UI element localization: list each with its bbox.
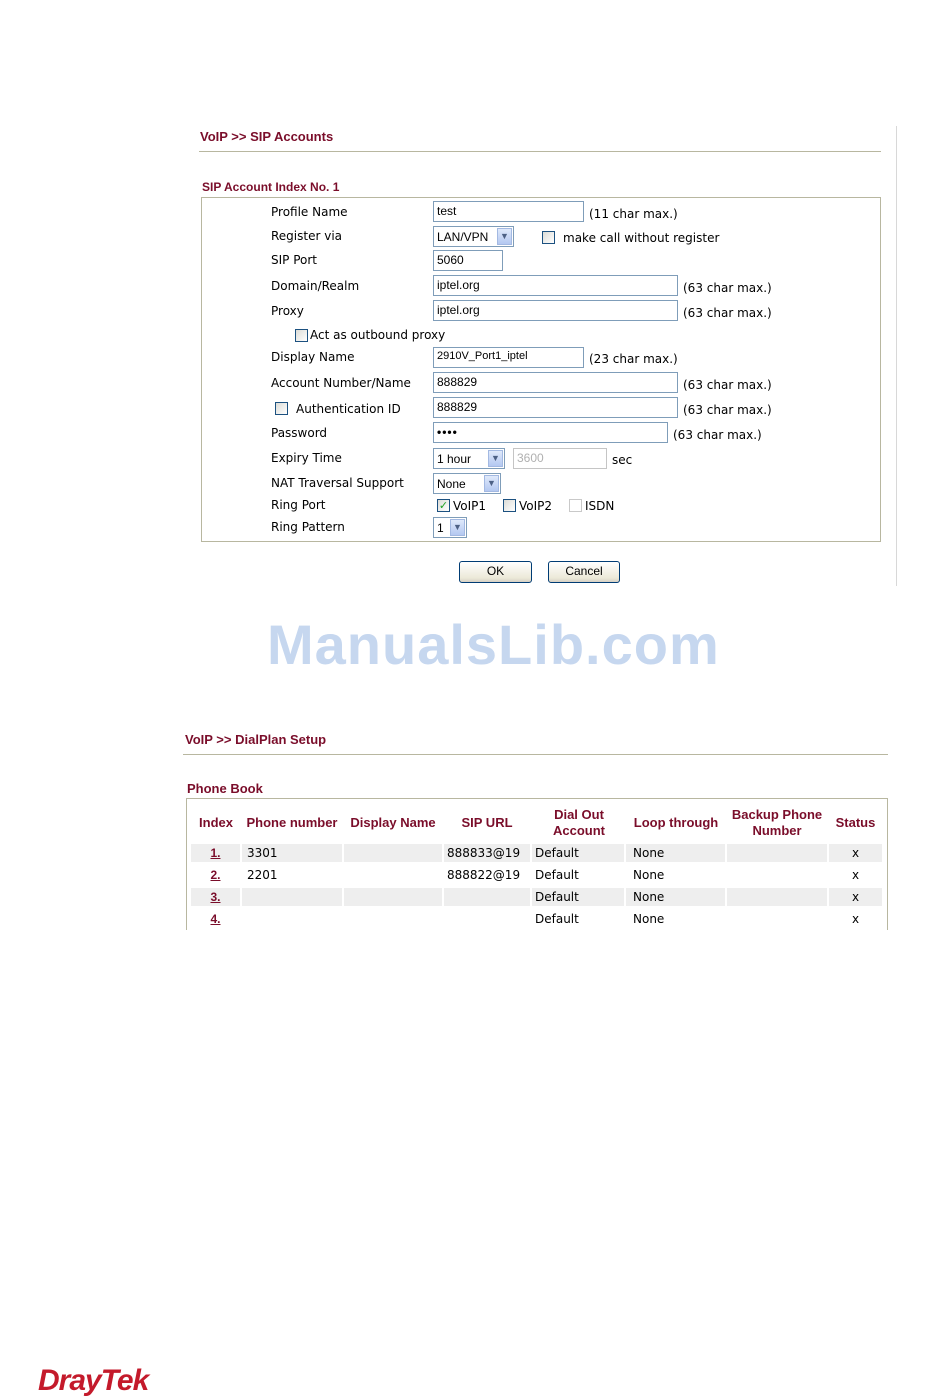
profile-name-hint: (11 char max.) xyxy=(589,207,678,221)
display-name-input[interactable]: 2910V_Port1_iptel xyxy=(433,347,584,368)
row-3-loop-through: None xyxy=(626,888,725,906)
ring-port-voip2-label: VoIP2 xyxy=(519,499,553,513)
authentication-id-checkbox[interactable] xyxy=(275,402,288,415)
outbound-proxy-label: Act as outbound proxy xyxy=(310,328,446,342)
sip-port-label: SIP Port xyxy=(271,253,317,267)
row-1-sip-url: 888833@19 xyxy=(444,844,530,862)
dialplan-breadcrumb: VoIP >> DialPlan Setup xyxy=(185,732,327,747)
ring-port-isdn-checkbox xyxy=(569,499,582,512)
col-header-status: Status xyxy=(835,815,876,830)
ring-port-voip1-label: VoIP1 xyxy=(453,499,487,513)
row-4-status: x xyxy=(851,912,860,926)
row-4-sip-url xyxy=(444,910,530,928)
domain-realm-label: Domain/Realm xyxy=(271,279,360,293)
row-1-status: x xyxy=(829,844,882,862)
row-3-index-link[interactable]: 3. xyxy=(191,888,240,906)
row-3-display-name xyxy=(344,888,442,906)
proxy-hint: (63 char max.) xyxy=(683,306,772,320)
ring-port-voip2-checkbox[interactable] xyxy=(503,499,516,512)
make-call-without-register-label: make call without register xyxy=(563,231,720,245)
proxy-input[interactable]: iptel.org xyxy=(433,300,678,321)
register-via-value: LAN/VPN xyxy=(437,230,489,244)
row-4-backup-phone xyxy=(727,910,827,928)
make-call-without-register-checkbox[interactable] xyxy=(542,231,555,244)
account-number-label: Account Number/Name xyxy=(271,376,411,390)
col-header-backup-phone xyxy=(727,807,827,839)
sip-section-title: SIP Account Index No. 1 xyxy=(202,180,340,194)
row-2-sip-url: 888822@19 xyxy=(447,868,521,882)
profile-name-input[interactable]: test xyxy=(433,201,584,222)
display-name-hint: (23 char max.) xyxy=(589,352,678,366)
outbound-proxy-checkbox[interactable] xyxy=(295,329,308,342)
row-4-dial-out-account: Default xyxy=(535,912,579,926)
col-header-backup-line2: Number xyxy=(752,823,802,838)
expiry-seconds-input: 3600 xyxy=(513,448,607,469)
row-1-phone-number: 3301 xyxy=(242,844,342,862)
chevron-down-icon: ▼ xyxy=(497,228,512,245)
row-2-display-name xyxy=(344,866,442,884)
row-2-phone-number: 2201 xyxy=(247,868,278,882)
col-header-index: Index xyxy=(199,815,233,830)
ring-port-isdn-label: ISDN xyxy=(585,499,615,513)
row-3-status: x xyxy=(829,888,882,906)
sip-account-form xyxy=(201,197,881,542)
authentication-id-input[interactable]: 888829 xyxy=(433,397,678,418)
col-header-sip-url: SIP URL xyxy=(461,815,513,830)
col-header-dial-out-line2: Account xyxy=(553,823,605,838)
row-3-phone-number xyxy=(242,888,342,906)
row-2-backup-phone xyxy=(727,866,827,884)
row-3-dial-out-account: Default xyxy=(532,888,624,906)
expiry-time-select[interactable] xyxy=(433,448,505,469)
ok-button[interactable]: OK xyxy=(459,561,532,583)
phone-book-title: Phone Book xyxy=(187,781,263,796)
account-number-input[interactable]: 888829 xyxy=(433,372,678,393)
row-3-backup-phone xyxy=(727,888,827,906)
draytek-logo: DrayTek xyxy=(38,1364,149,1397)
password-label: Password xyxy=(271,426,328,440)
expiry-time-value: 1 hour xyxy=(437,452,472,466)
expiry-time-label: Expiry Time xyxy=(271,451,342,465)
nat-traversal-value: None xyxy=(437,477,466,491)
authentication-id-label: Authentication ID xyxy=(296,402,401,416)
row-4-display-name xyxy=(344,910,442,928)
col-header-dial-out-line1: Dial Out xyxy=(554,807,604,822)
register-via-select[interactable] xyxy=(433,226,514,247)
row-1-loop-through: None xyxy=(626,844,725,862)
row-4-index-link[interactable]: 4. xyxy=(210,912,221,926)
display-name-label: Display Name xyxy=(271,350,355,364)
chevron-down-icon: ▼ xyxy=(484,475,499,492)
nat-traversal-label: NAT Traversal Support xyxy=(271,476,404,490)
ring-pattern-value: 1 xyxy=(437,521,444,535)
nat-traversal-select[interactable] xyxy=(433,473,501,494)
row-4-phone-number xyxy=(242,910,342,928)
col-header-phone-number: Phone number xyxy=(246,815,338,830)
chevron-down-icon: ▼ xyxy=(450,519,465,536)
sip-breadcrumb: VoIP >> SIP Accounts xyxy=(200,129,334,144)
row-4-loop-through: None xyxy=(633,912,665,926)
password-hint: (63 char max.) xyxy=(673,428,762,442)
row-2-index-link[interactable]: 2. xyxy=(210,868,221,882)
profile-name-label: Profile Name xyxy=(271,205,348,219)
cancel-button[interactable]: Cancel xyxy=(548,561,620,583)
row-1-backup-phone xyxy=(727,844,827,862)
dialplan-header-divider xyxy=(183,754,888,755)
row-1-display-name xyxy=(344,844,442,862)
col-header-backup-line1: Backup Phone xyxy=(731,807,823,822)
row-1-index-link[interactable]: 1. xyxy=(191,844,240,862)
domain-realm-hint: (63 char max.) xyxy=(683,281,772,295)
row-2-status: x xyxy=(851,868,860,882)
proxy-label: Proxy xyxy=(271,304,304,318)
chevron-down-icon: ▼ xyxy=(488,450,503,467)
domain-realm-input[interactable]: iptel.org xyxy=(433,275,678,296)
row-3-sip-url xyxy=(444,888,530,906)
expiry-unit-label: sec xyxy=(612,453,633,467)
sip-header-divider xyxy=(199,151,881,152)
ring-pattern-select[interactable] xyxy=(433,517,467,538)
ring-port-voip1-checkbox[interactable]: ✓ xyxy=(438,499,449,512)
ring-port-label: Ring Port xyxy=(271,498,326,512)
col-header-loop-through: Loop through xyxy=(633,815,719,830)
row-2-loop-through: None xyxy=(633,868,665,882)
ring-pattern-label: Ring Pattern xyxy=(271,520,345,534)
register-via-label: Register via xyxy=(271,229,343,243)
sip-frame-edge xyxy=(896,126,897,586)
row-2-dial-out-account: Default xyxy=(535,868,579,882)
col-header-dial-out-account xyxy=(532,807,626,839)
col-header-display-name: Display Name xyxy=(350,815,436,830)
account-number-hint: (63 char max.) xyxy=(683,378,772,392)
watermark-text: ManualsLib.com xyxy=(267,613,720,676)
row-1-dial-out-account: Default xyxy=(532,844,624,862)
authentication-id-hint: (63 char max.) xyxy=(683,403,772,417)
password-input[interactable]: •••• xyxy=(433,422,668,443)
sip-port-input[interactable]: 5060 xyxy=(433,250,503,271)
